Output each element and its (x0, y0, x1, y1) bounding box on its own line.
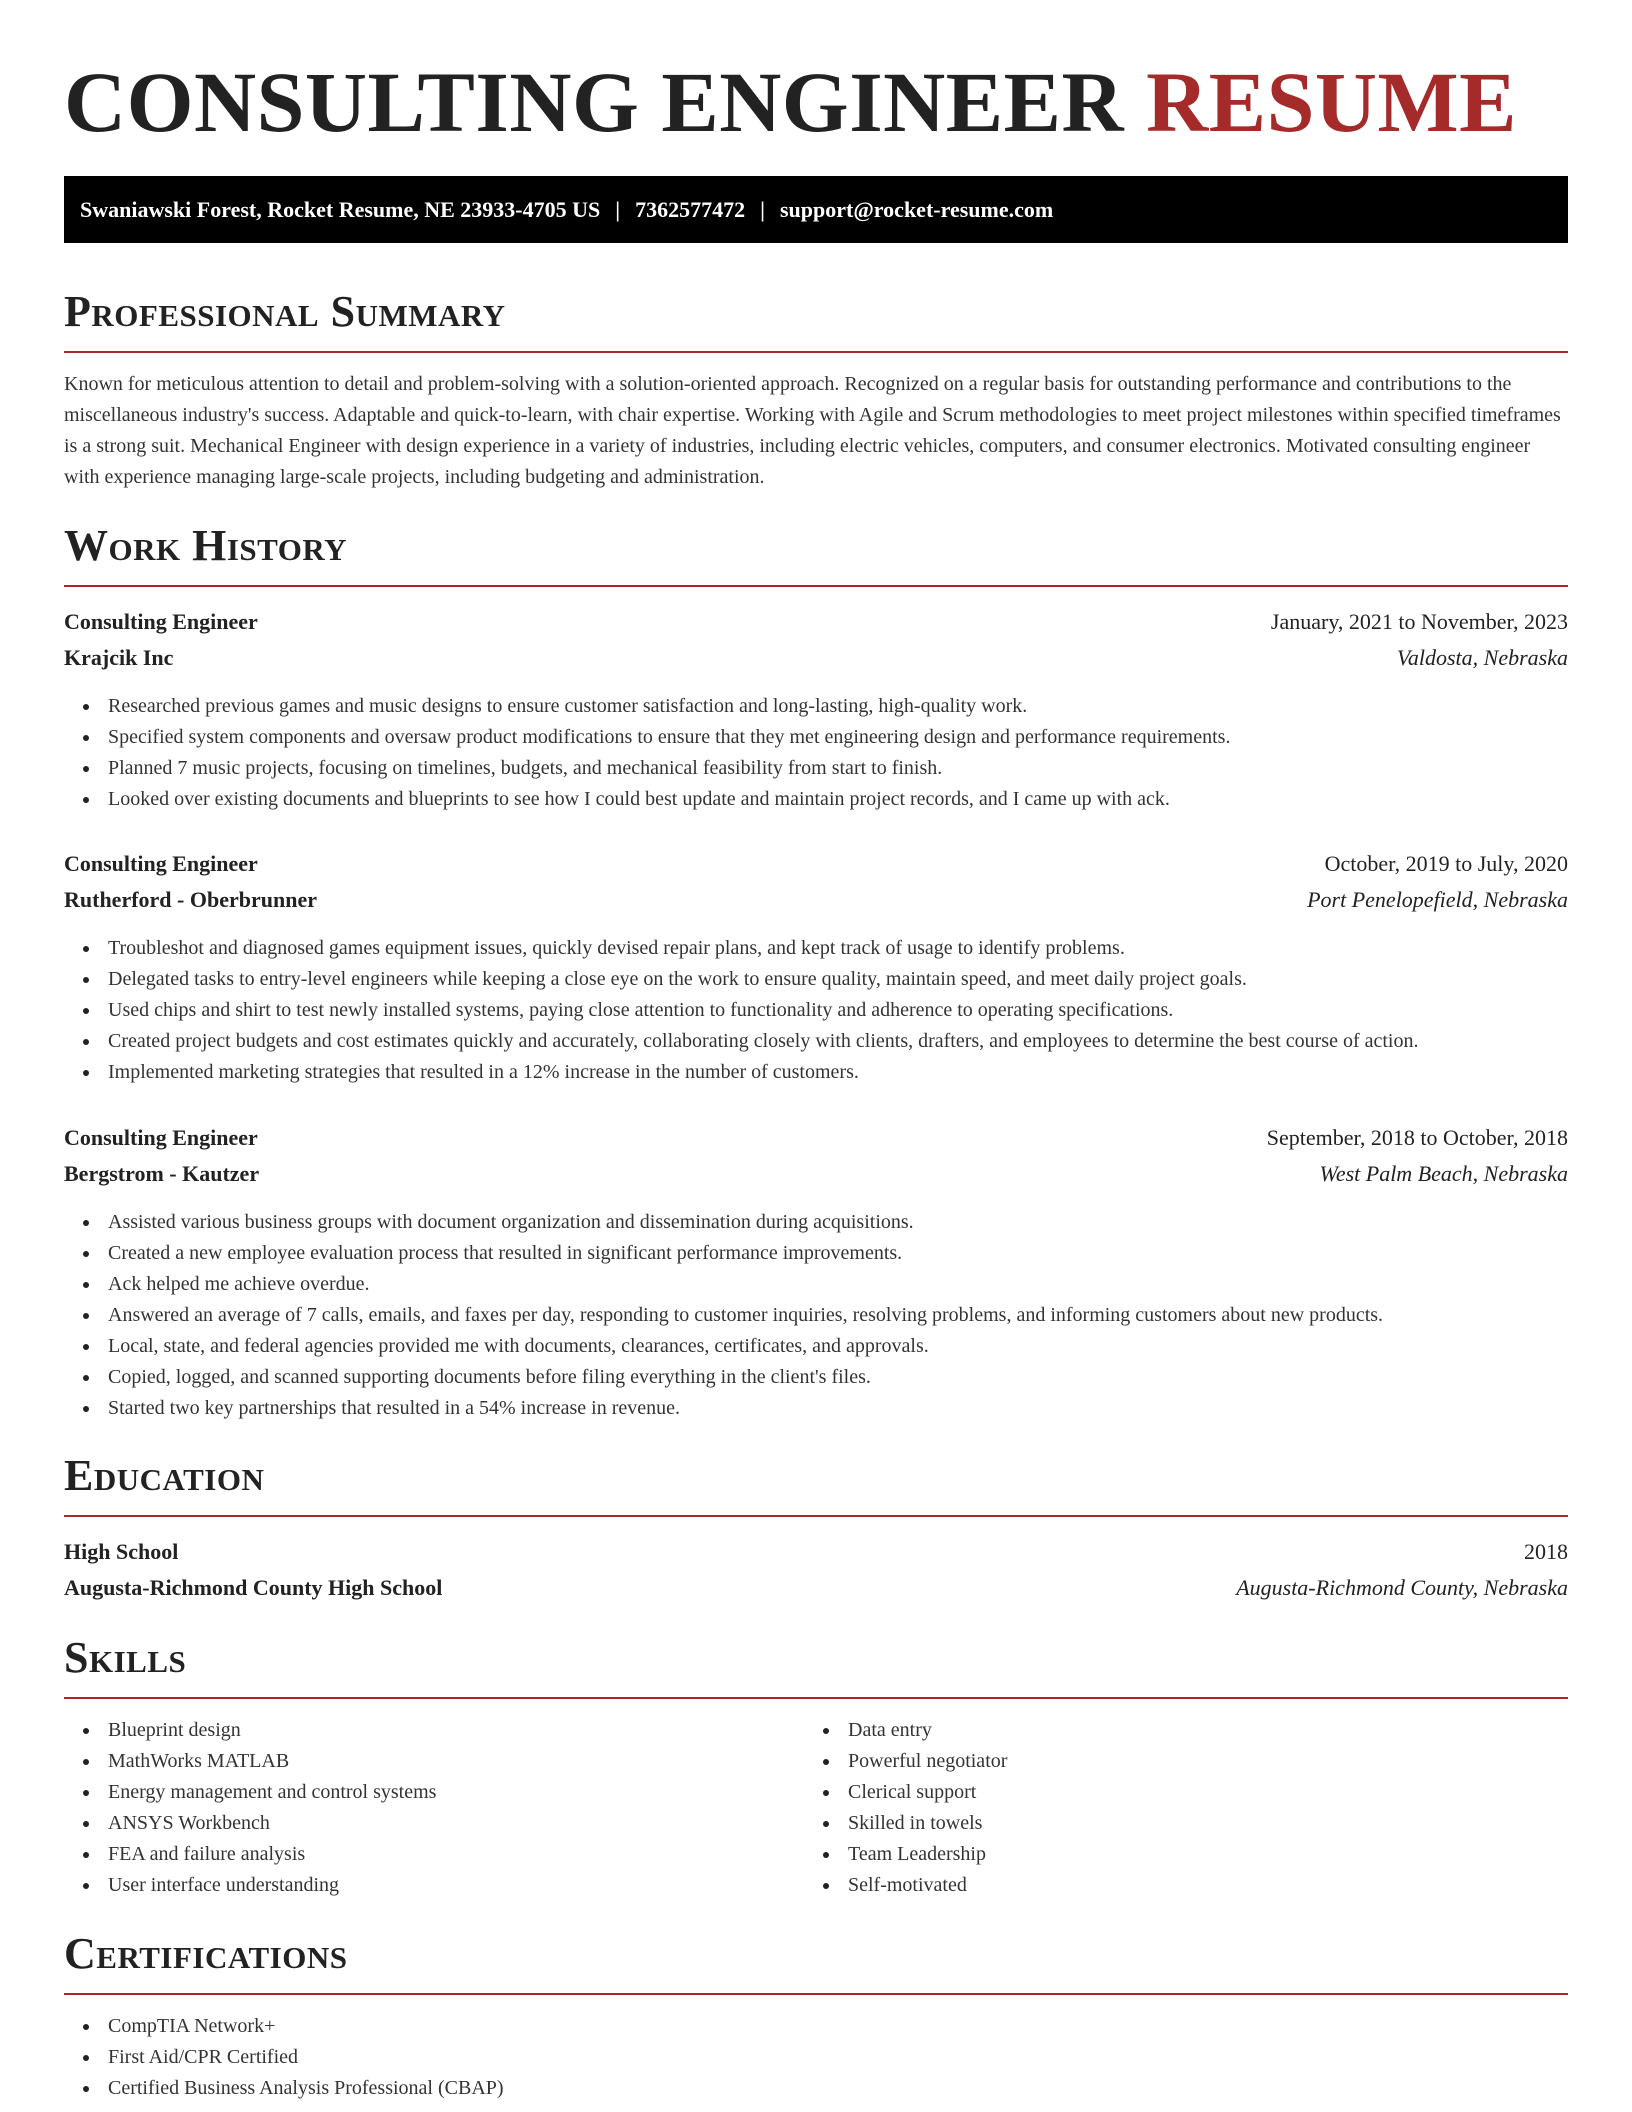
job-title: Consulting Engineer (64, 851, 258, 876)
title-main: CONSULTING ENGINEER (64, 54, 1125, 150)
skill-item: Data entry (804, 1715, 1632, 1746)
certifications-divider (64, 1993, 1568, 1995)
skill-item: Team Leadership (804, 1839, 1632, 1870)
job-bullet: Troubleshot and diagnosed games equipment issues, quickly devised repair plans, and kept track of usage to identify problems. (64, 933, 1568, 964)
contact-separator: | (760, 197, 765, 222)
contact-bar (64, 176, 1568, 243)
job-bullet: Delegated tasks to entry-level engineers while keeping a close eye on the work to ensure quality, maintain speed, and meet daily project goals. (64, 964, 1568, 995)
education-year: 2018 (1524, 1539, 1568, 1564)
job-bullet: Researched previous games and music designs to ensure customer satisfaction and long-lasting, high-quality work. (64, 691, 1568, 722)
job-bullet: Local, state, and federal agencies provided me with documents, clearances, certificates, and approvals. (64, 1331, 1568, 1362)
contact-phone: 7362577472 (635, 197, 746, 222)
job-dates: October, 2019 to July, 2020 (1324, 851, 1568, 876)
job-dates: January, 2021 to November, 2023 (1270, 609, 1568, 634)
job-dates: September, 2018 to October, 2018 (1266, 1125, 1568, 1150)
education-school: Augusta-Richmond County High School (64, 1575, 443, 1600)
job-header-row (64, 1120, 1568, 1156)
job-bullet: Implemented marketing strategies that resulted in a 12% increase in the number of customers. (64, 1057, 1568, 1088)
skill-item: ANSYS Workbench (64, 1808, 1568, 1839)
education-divider (64, 1515, 1568, 1517)
job-bullet: Specified system components and oversaw product modifications to ensure that they met engineering design and performance requirements. (64, 722, 1568, 753)
education-school-row (64, 1570, 1568, 1606)
job-company: Krajcik Inc (64, 645, 174, 670)
work-history-divider (64, 585, 1568, 587)
skill-item: Powerful negotiator (804, 1746, 1632, 1777)
certifications-list (64, 2011, 1568, 2104)
job-bullets (64, 933, 1568, 1088)
skill-item: Energy management and control systems (64, 1777, 1568, 1808)
resume-title (64, 52, 1517, 152)
education-location: Augusta-Richmond County, Nebraska (1236, 1575, 1568, 1600)
job-bullet: Used chips and shirt to test newly installed systems, paying close attention to functionality and adherence to operating specifications. (64, 995, 1568, 1026)
education-header-row (64, 1534, 1568, 1570)
job-title: Consulting Engineer (64, 1125, 258, 1150)
job-company-row (64, 640, 1568, 676)
job-header-row (64, 604, 1568, 640)
summary-text: Known for meticulous attention to detail and problem-solving with a solution-oriented approach. Recognized on a regular basis for outstanding performance and contributions to the miscellaneous industry's success. Adaptable and quick-to-learn, with chair expertise. Working with Agile and Scrum methodologies to meet project milestones within specified timeframes is a strong suit. Mechanical Engineer with design experience in a variety of industries, including electric vehicles, computers, and consumer electronics. Motivated consulting engineer with experience managing large-scale projects, including budgeting and administration. (64, 373, 1561, 488)
skills-list-right (804, 1715, 1632, 1901)
skill-item: User interface understanding (64, 1870, 1568, 1901)
job-bullet: Created a new employee evaluation process that resulted in significant performance improvements. (64, 1238, 1568, 1269)
skill-item: Clerical support (804, 1777, 1632, 1808)
job-bullets (64, 1207, 1568, 1424)
job-bullets (64, 691, 1568, 815)
summary-divider (64, 351, 1568, 353)
job-location: Port Penelopefield, Nebraska (1307, 887, 1568, 912)
skill-item: Blueprint design (64, 1715, 1568, 1746)
job-company: Rutherford - Oberbrunner (64, 887, 317, 912)
job-location: Valdosta, Nebraska (1396, 645, 1568, 670)
job-location: West Palm Beach, Nebraska (1319, 1161, 1568, 1186)
job-bullet: Ack helped me achieve overdue. (64, 1269, 1568, 1300)
job-bullet: Started two key partnerships that resulted in a 54% increase in revenue. (64, 1393, 1568, 1424)
job-header-row (64, 846, 1568, 882)
contact-address: Swaniawski Forest, Rocket Resume, NE 23933-4705 US (80, 197, 601, 222)
job-bullet: Planned 7 music projects, focusing on timelines, budgets, and mechanical feasibility from start to finish. (64, 753, 1568, 784)
certification-item: First Aid/CPR Certified (64, 2042, 1568, 2073)
job-company-row (64, 1156, 1568, 1192)
job-bullet: Looked over existing documents and blueprints to see how I could best update and maintain project records, and I came up with ack. (64, 784, 1568, 815)
skills-divider (64, 1697, 1568, 1699)
job-company: Bergstrom - Kautzer (64, 1161, 260, 1186)
contact-separator: | (615, 197, 621, 222)
job-company-row (64, 882, 1568, 918)
skills-heading: Skills (64, 1633, 187, 1682)
certification-item: CompTIA Network+ (64, 2011, 1568, 2042)
skill-item: Skilled in towels (804, 1808, 1632, 1839)
skill-item: MathWorks MATLAB (64, 1746, 1568, 1777)
skill-item: FEA and failure analysis (64, 1839, 1568, 1870)
certification-item: Certified Business Analysis Professional (CBAP) (64, 2073, 1568, 2104)
job-title: Consulting Engineer (64, 609, 258, 634)
title-accent: RESUME (1146, 54, 1518, 150)
skill-item: Self-motivated (804, 1870, 1632, 1901)
job-bullet: Copied, logged, and scanned supporting documents before filing everything in the client's files. (64, 1362, 1568, 1393)
job-bullet: Answered an average of 7 calls, emails, and faxes per day, responding to customer inquiries, resolving problems, and informing customers about new products. (64, 1300, 1568, 1331)
summary-heading: Professional Summary (64, 287, 506, 336)
work-history-heading: Work History (64, 521, 348, 570)
contact-email: support@rocket-resume.com (779, 197, 1054, 222)
certifications-heading: Certifications (64, 1929, 348, 1978)
job-bullet: Assisted various business groups with document organization and dissemination during acquisitions. (64, 1207, 1568, 1238)
education-heading: Education (64, 1451, 265, 1500)
education-degree: High School (64, 1539, 179, 1564)
job-bullet: Created project budgets and cost estimates quickly and accurately, collaborating closely with clients, drafters, and employees to determine the best course of action. (64, 1026, 1568, 1057)
